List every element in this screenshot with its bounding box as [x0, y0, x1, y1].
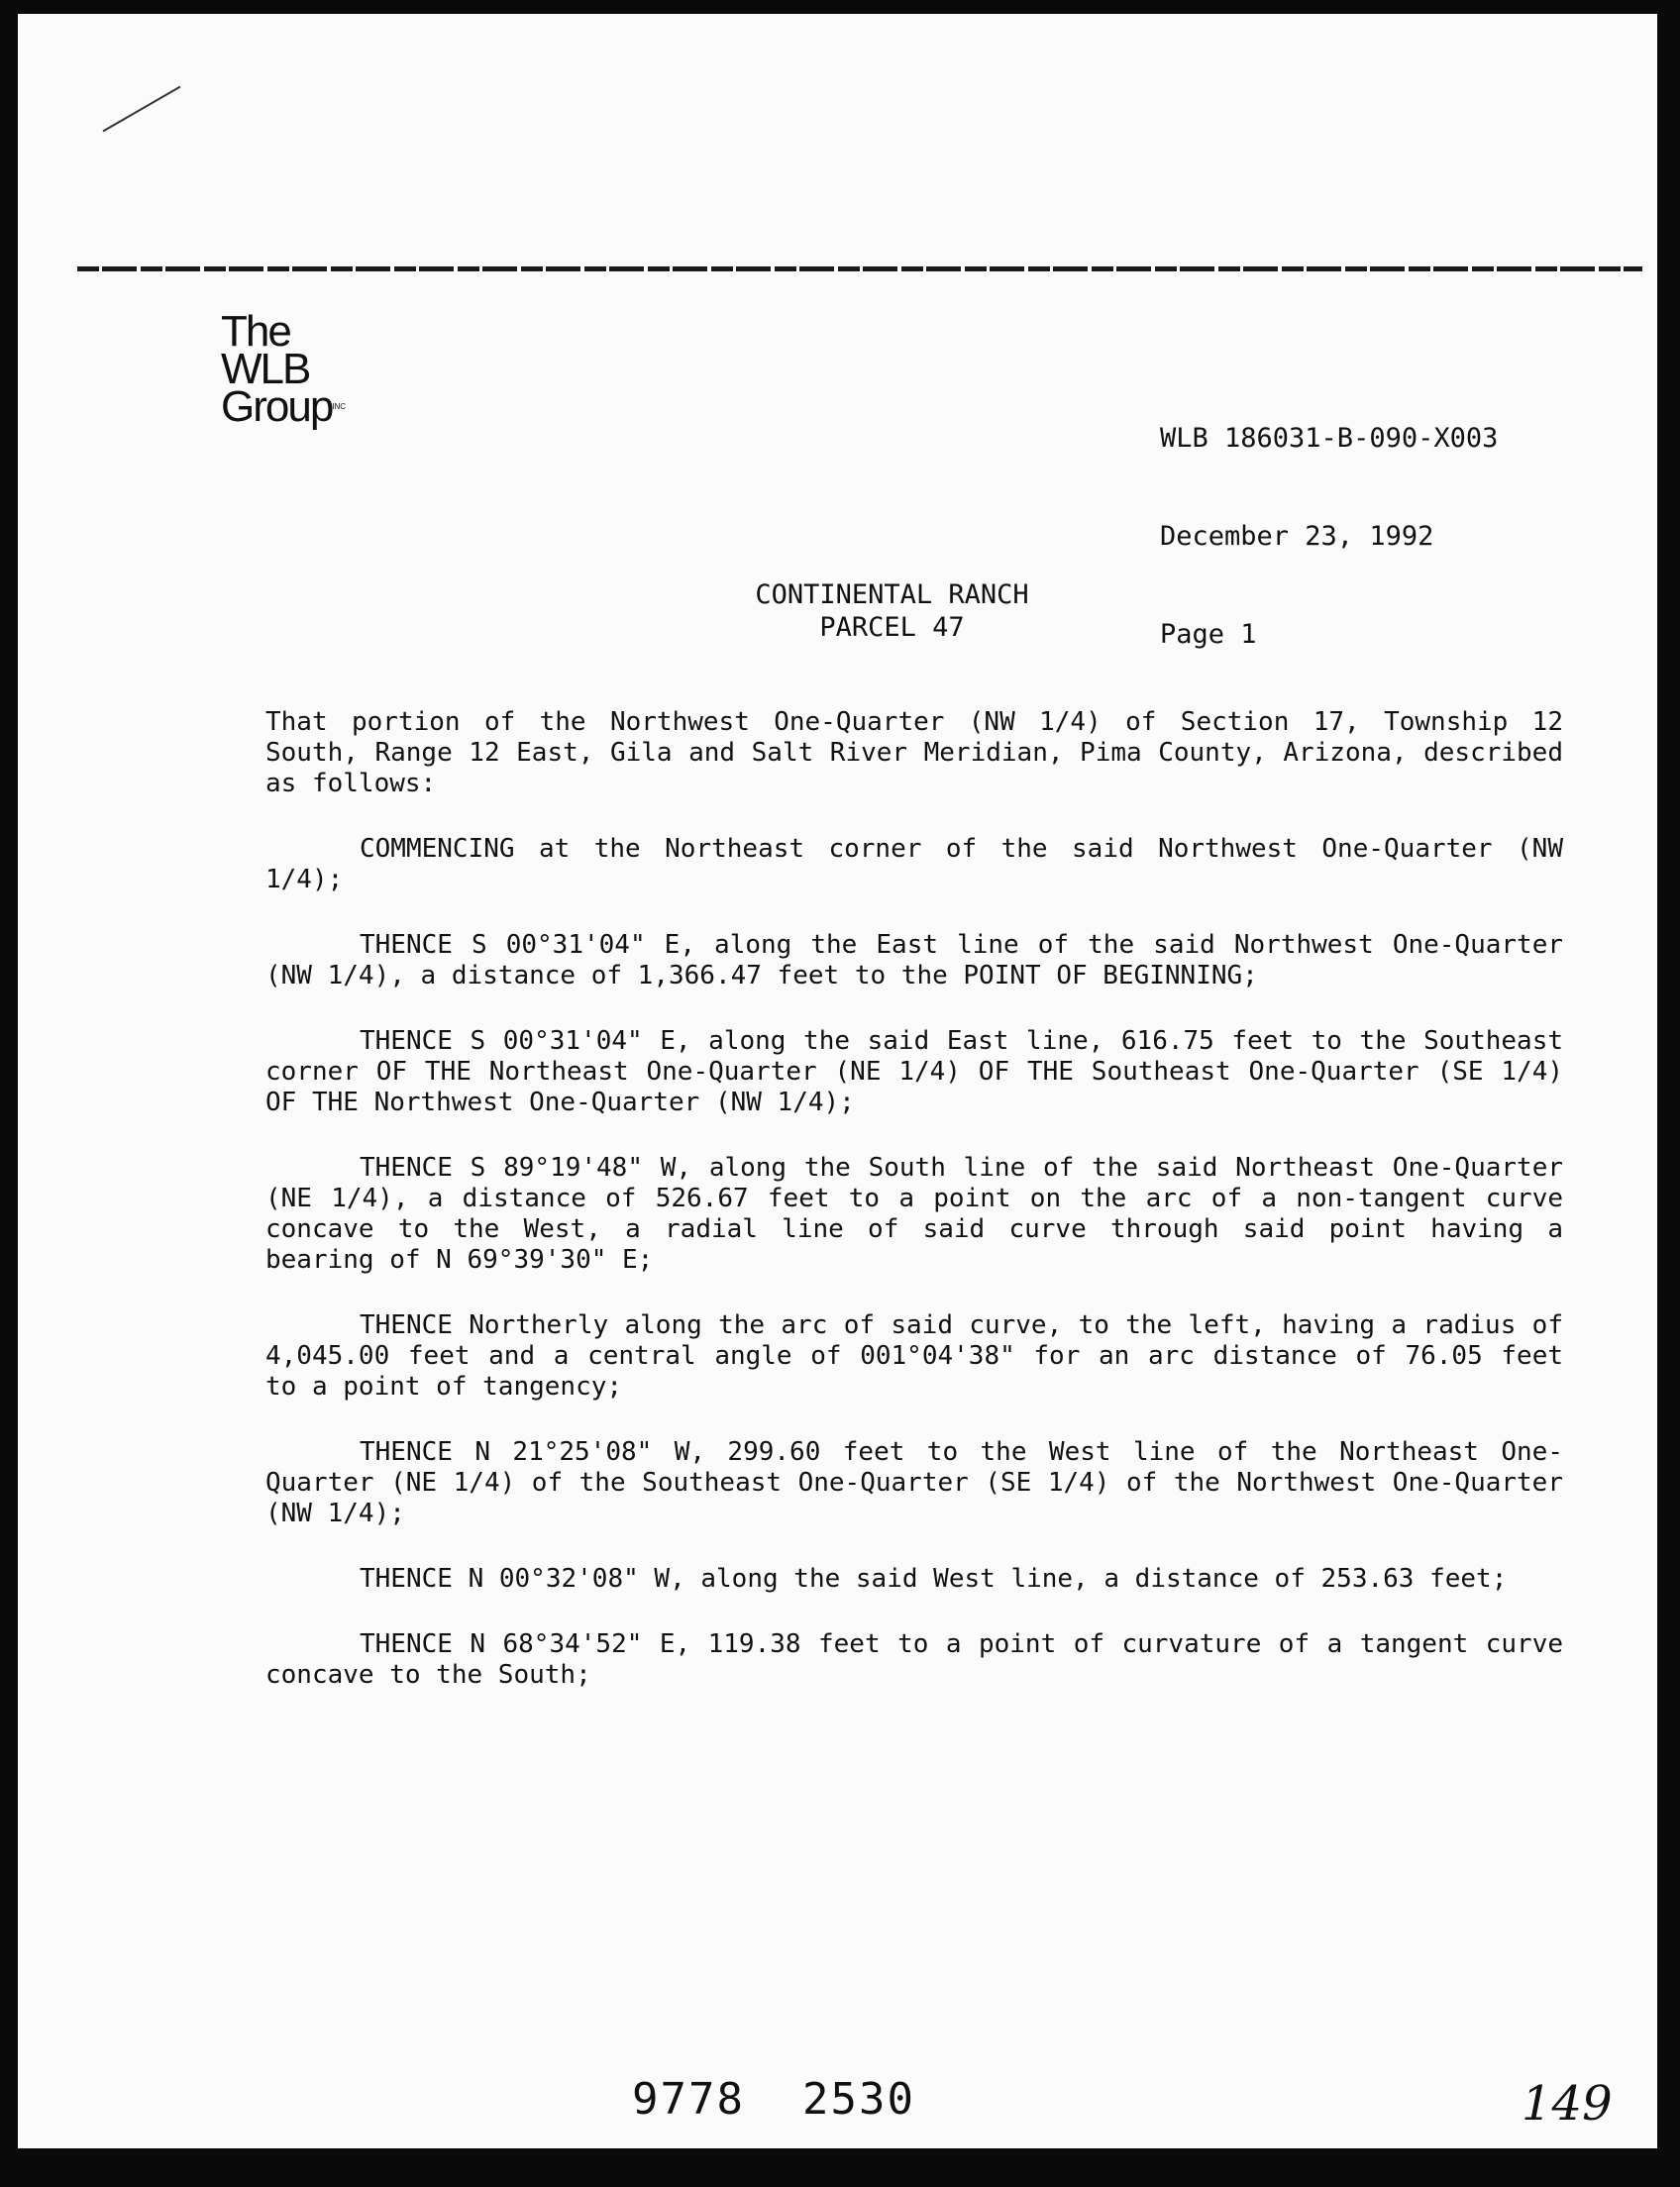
paragraph-intro: That portion of the Northwest One-Quarter (NW 1/4) of Section 17, Township 12 South, Range 12 East, Gila and Salt River Meridian, Pima County, Arizona, described as follows:: [265, 707, 1563, 798]
paragraph-course-6: THENCE N 00°32'08" W, along the said West line, a distance of 253.63 feet;: [360, 1564, 1508, 1594]
paragraph-commencing: COMMENCING at the Northeast corner of the said Northwest One-Quarter (NW 1/4);: [265, 834, 1563, 894]
page-number: Page 1: [1160, 619, 1257, 650]
reference-number: WLB 186031-B-090-X003: [1160, 423, 1499, 454]
title-line-1: CONTINENTAL RANCH: [755, 579, 1029, 610]
title-line-2: PARCEL 47: [819, 612, 965, 643]
logo-line-1: The: [221, 307, 290, 356]
paragraph-course-7: THENCE N 68°34'52" E, 119.38 feet to a point of curvature of a tangent curve concave to the South;: [265, 1629, 1563, 1690]
logo-inc: INC: [332, 402, 347, 411]
paragraph-course-4: THENCE Northerly along the arc of said curve, to the left, having a radius of 4,045.00 feet and a central angle of 001°04'38" for an arc distance of 76.05 feet to a point of tangency;: [265, 1310, 1563, 1402]
record-number-1: 9778: [632, 2074, 745, 2125]
paragraph-course-3: THENCE S 89°19'48" W, along the South line of the said Northeast One-Quarter (NE 1/4), a distance of 526.67 feet to a point on the arc of a non-tangent curve concave to the West, a radial line of said curve through said point having a bearing of N 69°39'30" E;: [265, 1153, 1563, 1275]
record-number-2: 2530: [801, 2074, 915, 2125]
paragraph-course-1: THENCE S 00°31'04" E, along the East line of the said Northwest One-Quarter (NW 1/4), a distance of 1,366.47 feet to the POINT OF BEGINNING;: [265, 930, 1563, 990]
scan-mark: [103, 86, 181, 133]
company-logo: [221, 307, 347, 431]
logo-line-3: GroupINC: [221, 382, 347, 431]
document-date: December 23, 1992: [1160, 521, 1434, 552]
document-title: [18, 578, 1657, 644]
paragraph-course-5: THENCE N 21°25'08" W, 299.60 feet to the West line of the Northeast One-Quarter (NE 1/4) of the Southeast One-Quarter (SE 1/4) of the Northwest One-Quarter (NW 1/4);: [265, 1437, 1563, 1528]
header-rule: [77, 266, 1642, 271]
document-page: [18, 14, 1657, 2148]
paragraph-course-2: THENCE S 00°31'04" E, along the said East line, 616.75 feet to the Southeast corner OF THE Northeast One-Quarter (NE 1/4) OF THE Southeast One-Quarter (SE 1/4) OF THE Northwest One-Quarter (NW 1/4);: [265, 1026, 1563, 1117]
logo-line-2: WLB: [221, 345, 310, 393]
footer-record-numbers: [632, 2074, 973, 2125]
handwritten-page-number: 149: [1522, 2076, 1613, 2132]
header-meta: [1160, 357, 1498, 716]
legal-description: [265, 707, 1563, 1725]
